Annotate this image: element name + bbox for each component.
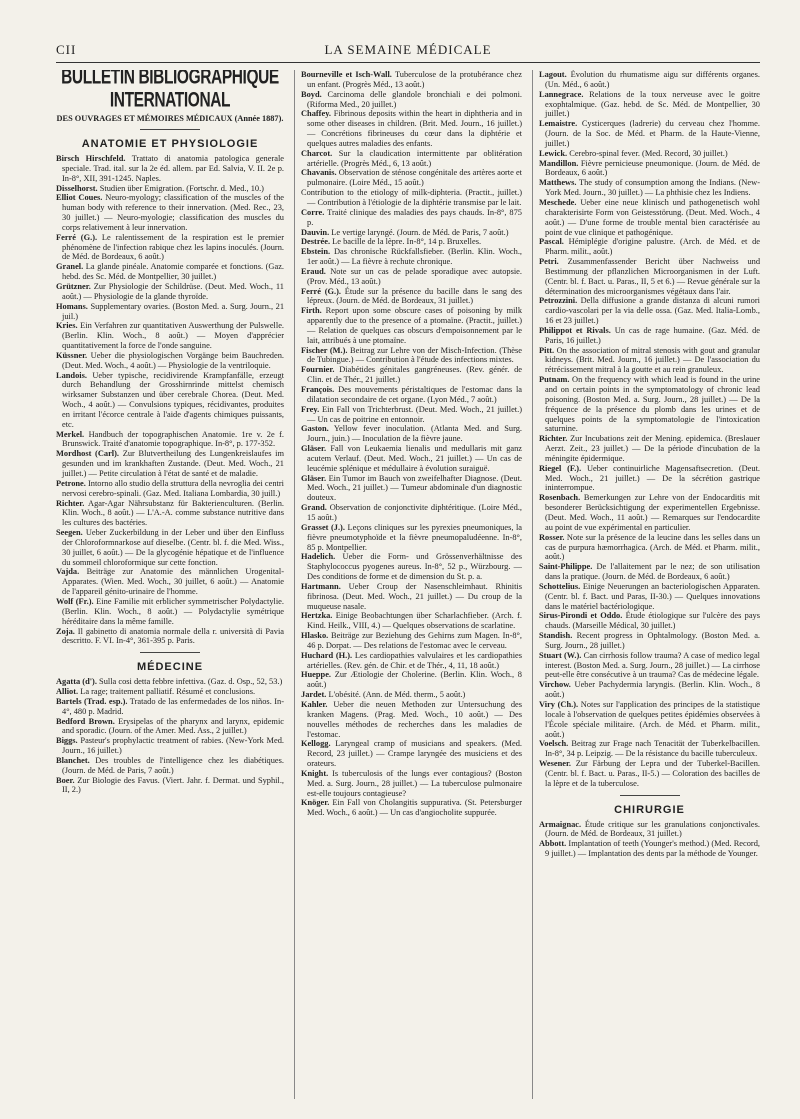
entry-text: Zur Incubations zeit der Mening. epidemica. (Breslauer Aerzt. Zeit., 23 juillet.) — De la période d'incubation de la méningite épidermique. bbox=[545, 434, 760, 463]
entry-author: Landois. bbox=[56, 370, 87, 380]
entry-author: Lagout. bbox=[539, 70, 567, 79]
entry-author: Bartels (Trad. esp.). bbox=[56, 696, 128, 706]
entry-text: Zur Biologie des Favus. (Viert. Jahr. f. Dermat. und Syphil., II, 2.) bbox=[62, 775, 284, 795]
entry-text: On the association of mitral stenosis with gout and granular kidneys. (Brit. Med. Journ., 16 juillet.) — De l'association du rétrécissement mitral à la goutte et au rein granuleux. bbox=[545, 345, 760, 375]
entry-author: Lemaistre. bbox=[539, 119, 578, 129]
bibliography-entry bbox=[301, 444, 522, 474]
entry-author: Kries. bbox=[56, 321, 78, 331]
entry-text: Ueber continuirliche Magensaftsecretion. (Deut. Med. Woch., 21 juillet.) — De la sécrétion gastrique ininterrompue. bbox=[545, 463, 760, 493]
column-3 bbox=[532, 70, 760, 1099]
entry-text: Neuro-myology; classification of the muscles of the human body with reference to their innervation. (Med. Rec., 23, 30 juillet.) — Neuro-myologie; classification des muscles du corps relativement à leur innervation. bbox=[62, 193, 284, 232]
entry-text: Notes sur l'application des principes de la statistique locale à l'observation de quelques petites épidémies observées à l'École spéciale militaire. (Arch. de Méd. et Pharm. milit., août.) bbox=[545, 700, 760, 739]
entry-text: De l'allaitement par le nez; de son utilisation dans la pratique. (Journ. de Méd. de Bordeaux, 6 août.) bbox=[545, 562, 760, 582]
entry-author: Küssner. bbox=[56, 350, 88, 360]
bibliography-entry bbox=[301, 474, 522, 504]
entry-text: Zur Ætiologie der Cholerine. (Berlin. Klin. Woch., 8 août.) bbox=[307, 670, 522, 690]
entry-author: Stuart (W.). bbox=[539, 650, 582, 660]
bibliography-entry bbox=[301, 247, 522, 267]
entry-text: Zur Färbung der Lepra und der Tuberkel-Bacillen. (Centr. bl. f. Bact. u. Paras., II-5.) — Coloration des bacilles de la lèpre et de la tuberculose. bbox=[545, 759, 760, 788]
entry-author: Jardet. bbox=[301, 690, 327, 700]
entry-author: Wesener. bbox=[539, 759, 572, 769]
entry-list bbox=[539, 70, 760, 789]
bibliography-entry bbox=[301, 306, 522, 345]
entry-text: Tratado de las enfermedades de los niños. In-4°, 480 p. Madrid. bbox=[62, 696, 284, 716]
entry-author: Hlasko. bbox=[301, 631, 329, 641]
bibliography-entry bbox=[56, 351, 284, 371]
entry-text: Einige Beobachtungen über Scharlachfieber. (Arch. f. Kind. Heilk., VIII, 4.) — Quelques observations de scarlatine. bbox=[307, 611, 522, 631]
entry-author: Riegel (F.). bbox=[539, 463, 582, 473]
entry-text: Studien über Emigration. (Fortschr. d. Med., 10.) bbox=[99, 183, 264, 193]
bibliography-entry bbox=[539, 839, 760, 859]
bibliography-entry bbox=[56, 479, 284, 499]
bibliography-entry bbox=[301, 690, 522, 700]
entry-text: Observation de sténose congénitale des artères aorte et pulmonaire. (Loire Méd., 15 août.) bbox=[307, 168, 522, 188]
section-heading-medecine: MÉDECINE bbox=[136, 661, 204, 674]
entry-text: Einige Neuerungen an bacteriologischen Apparaten. (Centr. bl. f. Bact. und Paras, II-30.) — Quelques innovations dans le matériel bactériologique. bbox=[545, 581, 760, 611]
entry-text: Zusammenfassender Bericht über Nachweiss und Bestimmung der pflanzlichen Microorganismen in der Luft. (Centr. bl. f. Bact. u. Paras., II, 5 et 6.) — Revue générale sur la détermination des microorganismes végétaux dans l'air. bbox=[545, 257, 760, 296]
entry-author: Rosenbach. bbox=[539, 493, 581, 503]
divider bbox=[140, 652, 200, 653]
entry-author: Zoja. bbox=[56, 626, 75, 636]
bibliography-entry bbox=[301, 208, 522, 228]
entry-text: Note sur la présence de la leucine dans les selles dans un cas de purpura hæmorrhagica. (Arch. de Méd. et Pharm. milit., août.) bbox=[545, 532, 760, 562]
entry-text: Le bacille de la lèpre. In-8°, 14 p. Bruxelles. bbox=[332, 237, 482, 247]
bibliography-entry bbox=[301, 168, 522, 188]
section-heading-chirurgie: CHIRURGIE bbox=[614, 803, 685, 816]
bibliography-entry bbox=[539, 198, 760, 237]
bibliography-entry bbox=[301, 90, 522, 110]
entry-author: Elliot Coues. bbox=[56, 193, 103, 203]
entry-author: Blanchet. bbox=[56, 755, 90, 765]
entry-author: Eraud. bbox=[301, 266, 326, 276]
entry-text: Ueber Croup der Nasenschleimhaut. Rhinitis fibrinosa. (Deut. Med. Woch., 21 juillet.) — Du croup de la muqueuse nasale. bbox=[307, 581, 522, 611]
bibliography-entry bbox=[56, 597, 284, 627]
entry-text: Sur la claudication intermittente par oblitération artérielle. (Progrès Méd., 6, 13 août.) bbox=[307, 148, 522, 168]
entry-author: Pitt. bbox=[539, 345, 555, 355]
entry-text: Sulla cosi detta febbre infettiva. (Gaz. d. Osp., 52, 53.) bbox=[99, 677, 283, 687]
entry-text: Della diffusione a grande distanza di alcuni rumori cardio-vascolari per la via delle ossa. (Gaz. Med. Italia-Lomb., 16 et 23 juillet.) bbox=[545, 296, 760, 326]
bibliography-entry bbox=[301, 385, 522, 405]
bibliography-entry bbox=[539, 562, 760, 582]
entry-author: Hertzka. bbox=[301, 611, 333, 621]
entry-list bbox=[539, 820, 760, 859]
entry-text: Intorno allo studio della struttura della nevroglia dei centri nervosi cerebro-spinali. (Gaz. Med. Italiana Lombardia, 30 juill.) bbox=[62, 478, 284, 498]
entry-text: La glande pinéale. Anatomie comparée et fonctions. (Gaz. hebd. des Sc. Méd. de Montpellier, 30 juillet.) bbox=[62, 262, 284, 282]
entry-author: Mordhost (Carl). bbox=[56, 449, 120, 459]
entry-author: Vajda. bbox=[56, 567, 80, 577]
entry-text: Un cas de rage humaine. (Gaz. Méd. de Paris, 16 juillet.) bbox=[545, 325, 760, 345]
entry-author: Rosser. bbox=[539, 532, 565, 542]
bibliography-entry bbox=[301, 651, 522, 671]
entry-list bbox=[56, 154, 284, 646]
entry-text: Carcinoma delle glandole bronchiali e dei polmoni. (Riforma Med., 20 juillet.) bbox=[307, 89, 522, 109]
entry-author: Armaignac. bbox=[539, 819, 582, 829]
entry-text: Erysipelas of the pharynx and larynx, epidemic and sporadic. (Journ. of the Amer. Med. Ass., 2 juillet.) bbox=[62, 716, 284, 736]
entry-list bbox=[301, 70, 522, 818]
entry-author: Richter. bbox=[539, 434, 568, 444]
bibliography-entry bbox=[539, 434, 760, 464]
divider bbox=[140, 129, 200, 130]
entry-list bbox=[56, 677, 284, 795]
entry-author: Mandillon. bbox=[539, 158, 579, 168]
bibliography-entry bbox=[56, 697, 284, 717]
bibliography-entry bbox=[56, 321, 284, 351]
entry-text: Observation de conjonctivite diphtéritique. (Loire Méd., 15 août.) bbox=[307, 503, 522, 522]
entry-text: Cysticerques (ladrerie) du cerveau chez l'homme. (Journ. de la Soc. de Méd. et Pharm. de la Haute-Vienne, juillet.) bbox=[545, 119, 760, 148]
entry-author: Grand. bbox=[301, 503, 327, 513]
entry-author: Virchow. bbox=[539, 680, 571, 690]
entry-author: Standish. bbox=[539, 631, 573, 641]
entry-text: Traité clinique des maladies des pays chauds. In-8°, 875 p. bbox=[307, 207, 522, 227]
entry-author: Meschede. bbox=[539, 197, 577, 207]
entry-author: Schottelius. bbox=[539, 581, 581, 591]
page-number: CII bbox=[56, 42, 77, 57]
bibliography-entry bbox=[301, 611, 522, 631]
bibliography-entry bbox=[301, 228, 522, 238]
entry-text: La rage; traitement palliatif. Résumé et conclusions. bbox=[80, 687, 256, 697]
entry-author: Petrone. bbox=[56, 478, 86, 488]
entry-author: Seegen. bbox=[56, 528, 83, 538]
entry-author: Destrée. bbox=[301, 237, 331, 247]
entry-text: Les cardiopathies valvulaires et les cardiopathies artérielles. (Rev. gén. de Chir. et de Thér., 4, 11, 18 août.) bbox=[307, 650, 522, 670]
bibliography-entry bbox=[56, 282, 284, 302]
bibliography-entry bbox=[56, 756, 284, 776]
bibliography-entry bbox=[539, 257, 760, 296]
bibliography-entry bbox=[539, 149, 760, 159]
entry-text: Fièvre pernicieuse pneumonique. (Journ. de Méd. de Bordeaux, 6 août.) bbox=[545, 158, 760, 178]
bibliography-entry bbox=[539, 700, 760, 739]
bibliography-entry bbox=[301, 670, 522, 690]
entry-author: Pascal. bbox=[539, 237, 564, 247]
entry-text: Étude critique sur les granulations conjonctivales. (Journ. de Méd. de Bordeaux, 31 juillet.) bbox=[545, 819, 760, 839]
bibliography-entry bbox=[301, 769, 522, 799]
bibliography-entry bbox=[56, 627, 284, 647]
bulletin-subtitle: DES OUVRAGES ET MÉMOIRES MÉDICAUX (Année 1887). bbox=[56, 114, 284, 123]
entry-text: Tuberculose de la protubérance chez un enfant. (Progrès Méd., 13 août.) bbox=[307, 70, 522, 89]
entry-author: Philippot et Rivals. bbox=[539, 325, 611, 335]
bibliography-entry bbox=[56, 262, 284, 282]
bibliography-entry bbox=[301, 346, 522, 366]
bibliography-entry bbox=[301, 405, 522, 425]
bibliography-entry bbox=[56, 233, 284, 263]
entry-text: Ein Verfahren zur quantitativen Auswerthung der Pulswelle. (Berlin. Klin. Woch., 8 août.) — Moyen d'apprécier quantitativement la force de l'onde sanguine. bbox=[62, 321, 284, 351]
entry-text: Ein Fall von Cholangitis suppurativa. (St. Petersburger Med. Woch., 6 août.) — Un cas d'angiocholite suppurée. bbox=[307, 798, 522, 818]
entry-text: Supplementary ovaries. (Boston Med. a. Surg. Journ., 21 juil.) bbox=[62, 301, 284, 321]
entry-text: Étude sur la présence du bacille dans le sang des lépreux. (Journ. de Méd. de Bordeaux, 31 juillet.) bbox=[307, 286, 522, 306]
entry-text: Das chronische Rückfallsfieber. (Berlin. Klin. Woch., 1er août.) — La fièvre à rechute chronique. bbox=[307, 247, 522, 267]
bibliography-entry bbox=[56, 567, 284, 597]
entry-author: Disselhorst. bbox=[56, 183, 98, 193]
entry-text: On the frequency with which lead is found in the urine and on certain points in the symptomatology of chronic lead poisoning. (Boston Med. a. Surg. Journ., 28 juillet.) — De la fréquence de la présence du plomb dans les urines et de quelques points de la symptomatologie de l'intoxication saturnine. bbox=[545, 375, 760, 434]
entry-text: Beitrag zur Frage nach Tenacität der Tuberkelbacillen. In-8°, 34 p. Leipzig. — De la résistance du bacille tuberculeux. bbox=[545, 739, 760, 759]
entry-author: Bourneville et Isch-Wall. bbox=[301, 70, 392, 79]
entry-author: Alliot. bbox=[56, 687, 79, 697]
bibliography-entry bbox=[56, 717, 284, 737]
entry-text: Beiträge zur Anatomie des männlichen Urogenital-Apparates. (Wien. Med. Woch., 30 juillet, 6 août.) — Anatomie de l'appareil génito-urinaire de l'homme. bbox=[62, 567, 284, 597]
entry-text: Eine Familie mit erblicher symmetrischer Polydactylie. (Berlin. Klin. Woch., 8 août.) — Polydactylie symétrique héréditaire dans la même famille. bbox=[62, 596, 284, 626]
entry-text: Report upon some obscure cases of poisoning by milk apparently due to the presence of a ptomaïne. (Practit., juillet.) — Relation de quelques cas obscurs d'empoisonnement par le lait, attribués à une ptomaïne. bbox=[307, 306, 522, 345]
entry-author: Petri. bbox=[539, 257, 559, 267]
entry-text: Ueber Zuckerbildung in der Leber und über den Einfluss der Chloroformnarkose auf dieselbe. (Centr. bl. f. die Med. Wiss., 30 juillet, 6 août.) — De la glycogénie hépatique et de l'influence du sommeil chloroformique sur cette fonction. bbox=[62, 528, 284, 567]
entry-author: Knöger. bbox=[301, 798, 330, 808]
entry-text: Étude étiologique sur l'ulcère des pays chauds. (Marseille Médical, 30 juillet.) bbox=[545, 611, 760, 631]
bibliography-entry bbox=[539, 178, 760, 198]
entry-author: Boer. bbox=[56, 775, 75, 785]
bibliography-entry bbox=[301, 267, 522, 287]
bibliography-entry bbox=[539, 159, 760, 179]
entry-author: Charcot. bbox=[301, 148, 333, 158]
bibliography-entry bbox=[301, 109, 522, 148]
entry-text: Pasteur's prophylactic treatment of rabies. (New-York Med. Journ., 16 juillet.) bbox=[62, 736, 284, 756]
entry-author: Birsch Hirschfeld. bbox=[56, 154, 126, 163]
entry-author: Chavanis. bbox=[301, 168, 337, 178]
divider bbox=[620, 795, 680, 796]
entry-author: Merkel. bbox=[56, 429, 85, 439]
entry-text: Évolution du rhumatisme aigu sur différents organes. (Un. Méd., 6 août.) bbox=[545, 70, 760, 89]
entry-text: Ueber die Form- und Grössenverhältnisse des Staphylococcus pyogenes aureus. In-8°, 52 p., Würzbourg. — Des conditions de forme et de dimension du St. p. a. bbox=[307, 552, 522, 582]
entry-text: Cerebro-spinal fever. (Med. Record, 30 juillet.) bbox=[569, 148, 728, 158]
entry-text: Can cirrhosis follow trauma? A case of medico legal interest. (Boston Med. a. Surg. Journ., 28 juillet.) — La cirrhose peut-elle être consécutive à un trauma? Cas de médecine légale. bbox=[545, 650, 760, 680]
bibliography-entry bbox=[539, 90, 760, 120]
entry-author: Fournier. bbox=[301, 365, 335, 375]
bibliography-entry bbox=[301, 700, 522, 739]
entry-author: Wolf (Fr.). bbox=[56, 596, 94, 606]
bibliography-entry bbox=[539, 582, 760, 612]
entry-text: Des troubles de l'intelligence chez les diabétiques. (Journ. de Méd. de Paris, 7 août.) bbox=[62, 755, 284, 775]
entry-author: Lewick. bbox=[539, 148, 568, 158]
journal-title: LA SEMAINE MÉDICALE bbox=[324, 42, 492, 57]
bibliography-entry bbox=[301, 287, 522, 307]
entry-author: Sirus-Pirondi et Oddo. bbox=[539, 611, 623, 621]
entry-author: Gläser. bbox=[301, 444, 327, 454]
bibliography-columns bbox=[56, 70, 760, 1099]
entry-text: Hémiplégie d'origine palustre. (Arch. de Méd. et de Pharm. milit., août.) bbox=[545, 237, 760, 257]
entry-author: Gaston. bbox=[301, 424, 329, 434]
entry-author: Putnam. bbox=[539, 375, 570, 385]
entry-author: Kahler. bbox=[301, 700, 328, 709]
entry-text: Ueber Pachydermia laryngis. (Berlin. Klin. Woch., 8 août.) bbox=[545, 680, 760, 700]
entry-text: Beiträge zur Beziehung des Gehirns zum Magen. In-8°, 46 p. Dorpat. — Des relations de l'estomac avec le cerveau. bbox=[307, 631, 522, 650]
entry-text: Ein Fall von Trichterbrust. (Deut. Med. Woch., 21 juillet.) — Un cas de poitrine en entonnoir. bbox=[307, 404, 522, 424]
entry-author: Abbott. bbox=[539, 839, 567, 849]
entry-text: Trattato di anatomia patologica generale speciale. Trad. ital. sur la 2e éd. allem. par Ed. Salvia, V. II. 2e p. In-8°, XII, 391-1245. Naples. bbox=[62, 154, 284, 183]
bibliography-entry bbox=[56, 677, 284, 687]
bibliography-entry bbox=[56, 184, 284, 194]
page-header bbox=[56, 42, 760, 60]
entry-author: Grasset (J.). bbox=[301, 522, 345, 532]
entry-author: Ferré (G.). bbox=[56, 232, 98, 242]
bibliography-entry bbox=[539, 611, 760, 631]
entry-author: Knight. bbox=[301, 768, 329, 778]
entry-author: Corre. bbox=[301, 207, 325, 217]
bibliography-entry bbox=[539, 631, 760, 651]
bibliography-entry bbox=[301, 237, 522, 247]
entry-author: Boyd. bbox=[301, 89, 322, 99]
bibliography-entry bbox=[539, 119, 760, 149]
entry-author: Matthews. bbox=[539, 178, 577, 188]
entry-author: Fischer (M.). bbox=[301, 345, 348, 355]
bibliography-entry bbox=[301, 798, 522, 818]
entry-text: Recent progress in Ophtalmology. (Boston Med. a. Surg. Journ., 28 juillet.) bbox=[545, 631, 760, 650]
bibliography-entry bbox=[539, 533, 760, 563]
entry-text: Ueber typische, recidivirende Krampfanfälle, erzeugt durch Behandlung der Grosshirnrinde mittelst chemisch wirksamer Substanzen und über cerebrale Chorea. (Deut. Med. Woch., 4 août.) — Convulsions typiques, récidivantes, produites en irritant l'écorce centrale à l'aide d'agents chimiques puissants, etc. bbox=[62, 370, 284, 429]
entry-author: Viry (Ch.). bbox=[539, 700, 579, 709]
entry-text: Is tuberculosis of the lungs ever contagious? (Boston Med. a. Surg. Journ., 28 juillet.) — La tuberculose pulmonaire est-elle toujours contagieuse? bbox=[307, 768, 522, 798]
bibliography-entry bbox=[301, 552, 522, 582]
bibliography-entry bbox=[56, 736, 284, 756]
bibliography-entry bbox=[539, 651, 760, 681]
entry-text: Ein Tumor im Bauch von zweifelhafter Diagnose. (Deut. Med. Woch., 21 juillet.) — Tumeur abdominale d'un diagnostic douteux. bbox=[307, 473, 522, 503]
bibliography-entry bbox=[539, 493, 760, 532]
entry-text: Fibrinous deposits within the heart in diphtheria and in some other diseases in children. (Brit. Med. Journ., 16 juillet.) — Concrétions fibrineuses du cœur dans la diphtérie et quelques autres maladies des enfants. bbox=[307, 109, 522, 148]
bibliography-entry bbox=[56, 302, 284, 322]
entry-author: Lannegrace. bbox=[539, 89, 584, 99]
section-heading-anatomie: ANATOMIE ET PHYSIOLOGIE bbox=[81, 138, 259, 150]
entry-author: Grützner. bbox=[56, 281, 91, 291]
entry-text: L'obésité. (Ann. de Méd. therm., 5 août.) bbox=[328, 690, 466, 700]
bibliography-entry bbox=[56, 371, 284, 430]
bibliography-entry bbox=[56, 193, 284, 232]
entry-author: Hadelich. bbox=[301, 552, 336, 562]
column-2 bbox=[294, 70, 522, 1099]
bulletin-title: BULLETIN BIBLIOGRAPHIQUE INTERNATIONAL bbox=[61, 70, 279, 112]
bibliography-entry bbox=[539, 326, 760, 346]
entry-text: Le vertige laryngé. (Journ. de Méd. de Paris, 7 août.) bbox=[331, 227, 509, 237]
entry-text: Zur Blutvertheilung des Lungenkreislaufes im gesunden und im krankhaften Zustande. (Deut. Med. Woch., 21 juillet.) — Petite circulation à l'état de santé et de maladie. bbox=[62, 449, 284, 478]
bibliography-entry bbox=[56, 449, 284, 479]
entry-text: Agar-Agar Nährsubstanz für Bakterienculturen. (Berlin. Klin. Woch., 8 août.) — L'A.-A. comme substance nutritive dans les cultures des bactéries. bbox=[62, 498, 284, 528]
entry-author: Ferré (G.). bbox=[301, 286, 341, 296]
entry-text: Handbuch der topographischen Anatomie. 1re v. 2e f. Brunswick. Traité d'anatomie topographique. In-8°, p. 177-352. bbox=[62, 429, 284, 449]
entry-author: Voelsch. bbox=[539, 739, 569, 749]
bibliography-entry bbox=[56, 430, 284, 450]
entry-author: Ebstein. bbox=[301, 247, 331, 257]
entry-author: Petrozzini. bbox=[539, 296, 578, 306]
column-1 bbox=[56, 70, 284, 1099]
bibliography-entry bbox=[56, 499, 284, 529]
header-rule bbox=[56, 62, 760, 63]
entry-author: Biggs. bbox=[56, 736, 78, 746]
entry-text: Beitrag zur Lehre von der Misch-Infection. (Thèse de Tubingue.) — Contribution à l'étude des infections mixtes. bbox=[307, 345, 522, 365]
entry-text: Ueber eine neue klinisch und pathogenetisch wohl charakterisirte Form von Geistesstörung. (Deut. Med. Woch., 4 août.) — D'une forme de trouble mental bien caractérisée au point de vue clinique et pathogénique. bbox=[545, 197, 760, 237]
entry-text: Des mouvements péristaltiques de l'estomac dans la dilatation secondaire de cet organe. (Lyon Méd., 7 août.) bbox=[307, 385, 522, 404]
bibliography-entry bbox=[301, 523, 522, 553]
bibliography-entry bbox=[301, 582, 522, 612]
bibliography-entry bbox=[539, 464, 760, 494]
entry-author: Firth. bbox=[301, 306, 322, 316]
entry-author: Frey. bbox=[301, 404, 320, 414]
entry-author: Granel. bbox=[56, 262, 84, 272]
bibliography-entry bbox=[56, 154, 284, 184]
entry-text: Leçons cliniques sur les pyrexies pneumoniques, la fièvre pneumotyphoïde et la fièvre pneumopaludéenne. In-8°, 85 p. Montpellier. bbox=[307, 522, 522, 552]
entry-text: Yellow fever inoculation. (Atlanta Med. and Surg. Journ., juin.) — Inoculation de la fièvre jaune. bbox=[307, 424, 522, 444]
bibliography-entry bbox=[539, 739, 760, 759]
entry-author: Hueppe. bbox=[301, 670, 332, 680]
entry-author: Huchard (H.). bbox=[301, 650, 353, 660]
bibliography-entry bbox=[56, 776, 284, 796]
bibliography-entry bbox=[301, 424, 522, 444]
bibliography-entry bbox=[301, 70, 522, 90]
entry-author: Dauvin. bbox=[301, 227, 330, 237]
entry-text: Contribution to the etiology of milk-diphteria. (Practit., juillet.) — Contribution à l'étiologie de la diphtérie transmise par le lait. bbox=[301, 188, 522, 207]
bibliography-entry bbox=[301, 149, 522, 169]
entry-author: Hartmann. bbox=[301, 581, 341, 591]
entry-author: Agatta (d'). bbox=[56, 677, 97, 687]
entry-text: Le ralentissement de la respiration est le premier phénomène de l'infection rabique chez les lapins inoculés. (Journ. de Méd. de Bordeaux, 6 août.) bbox=[62, 232, 284, 262]
bibliography-entry bbox=[539, 296, 760, 326]
entry-text: Note sur un cas de pelade sporadique avec autopsie. (Prov. Méd., 13 août.) bbox=[307, 266, 522, 286]
entry-text: Ueber die physiologischen Vorgänge beim Bauchreden. (Deut. Med. Woch., 4 août.) — Physiologie de la ventriloquie. bbox=[62, 350, 284, 370]
bibliography-entry bbox=[301, 503, 522, 523]
entry-author: Homans. bbox=[56, 301, 88, 311]
entry-author: Kellogg. bbox=[301, 739, 331, 749]
entry-author: Gläser. bbox=[301, 473, 327, 483]
bibliography-entry bbox=[539, 346, 760, 376]
bibliography-entry bbox=[539, 375, 760, 434]
entry-author: Chaffey. bbox=[301, 109, 332, 119]
entry-text: Laryngeal cramp of musicians and speakers. (Med. Record, 23 juillet.) — Crampe laryngée des musiciens et des orateurs. bbox=[307, 739, 522, 769]
bibliography-entry bbox=[301, 188, 522, 208]
bibliography-entry bbox=[56, 687, 284, 697]
bibliography-entry bbox=[539, 820, 760, 840]
entry-text: Implantation of teeth (Younger's method.) (Med. Record, 9 juillet.) — Implantation des dents par la méthode de Younger. bbox=[545, 839, 760, 859]
entry-author: Richter. bbox=[56, 498, 85, 508]
entry-text: The study of consumption among the Indians. (New-York Med. Journ., 30 juillet.) — La phthisie chez les Indiens. bbox=[545, 178, 760, 198]
bibliography-entry bbox=[301, 739, 522, 769]
bibliography-entry bbox=[539, 759, 760, 789]
entry-text: Relations de la toux nerveuse avec le goitre exophtalmique. (Gaz. hebd. de Sc. Méd. de Montpellier, 30 juillet.) bbox=[545, 89, 760, 119]
bibliography-entry bbox=[301, 365, 522, 385]
entry-author: François. bbox=[301, 385, 335, 394]
bibliography-entry bbox=[539, 680, 760, 700]
entry-text: Ueber die neuen Methoden zur Untersuchung des kranken Magens. (Prag. Med. Woch., 10 août.) — Des nouvelles méthodes de recherches dans les maladies de l'estomac. bbox=[307, 700, 522, 739]
bibliography-entry bbox=[56, 528, 284, 567]
entry-text: Bemerkungen zur Lehre von der Endocarditis mit besonderer Berücksichtigung der experimentellen Ergebnisse. (Deut. Med. Woch., 11 août.) — Remarques sur l'endocardite au point de vue expérimental en particulier. bbox=[545, 493, 760, 532]
entry-author: Saint-Philippe. bbox=[539, 562, 593, 572]
entry-text: Zur Physiologie der Schildrüse. (Deut. Med. Woch., 11 août.) — Physiologie de la glande thyroïde. bbox=[62, 281, 284, 301]
entry-author: Bedford Brown. bbox=[56, 716, 115, 726]
bibliography-entry bbox=[539, 70, 760, 90]
entry-text: Fall von Leukaemia lienalis und medullaris mit ganz acutem Verlauf. (Deut. Med. Woch., 21 juillet.) — Un cas de leucémie splénique et médullaire à évolution suraiguë. bbox=[307, 444, 522, 473]
entry-text: Il gabinetto di anatomia normale della r. università di Pavia descritto. F. VI. In-4°, 361-395 p. Paris. bbox=[62, 626, 284, 646]
entry-text: Diabétides génitales gangréneuses. (Rev. génér. de Clin. et de Thér., 21 juillet.) bbox=[307, 365, 522, 385]
bibliography-entry bbox=[301, 631, 522, 651]
bibliography-entry bbox=[539, 237, 760, 257]
